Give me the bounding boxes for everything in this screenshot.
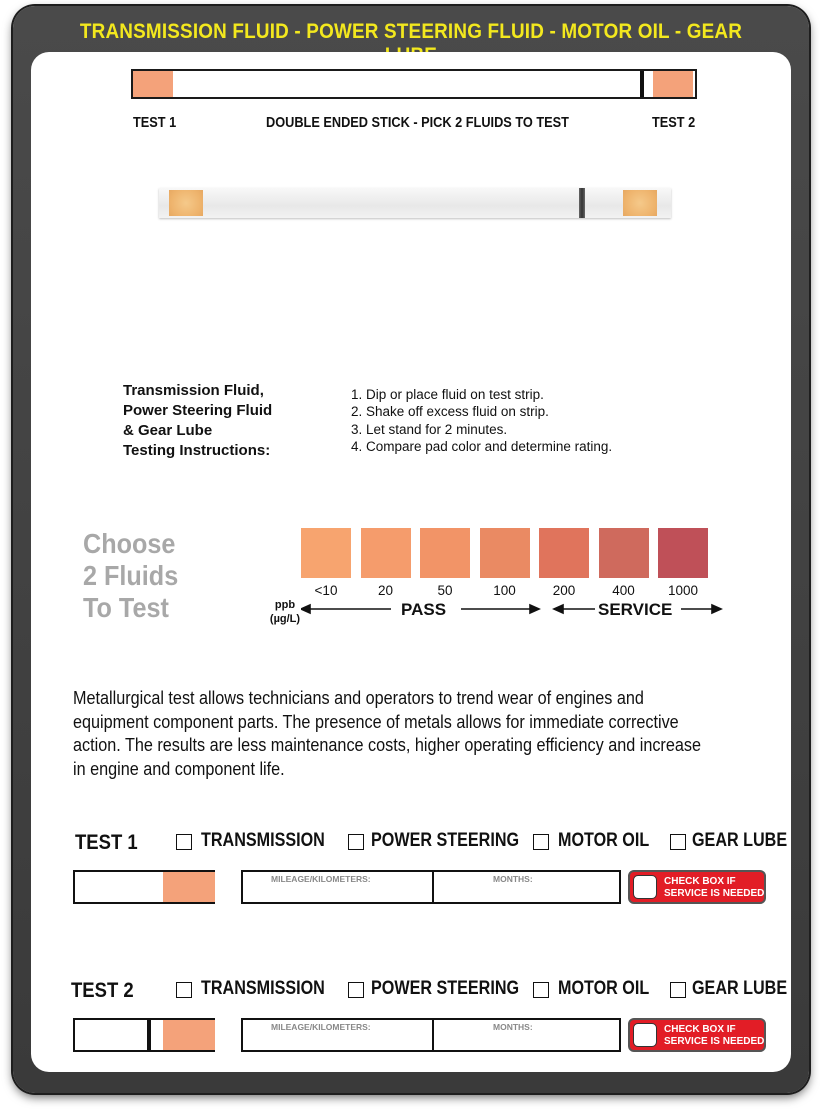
description-text: Metallurgical test allows technicians and operators to trend wear of engines and equipment component parts. The presence of metals allows for immediate corrective action. The results are less maintenance costs, higher operating efficiency and increase in engine and component life.: [73, 688, 701, 779]
diagram-caption: DOUBLE ENDED STICK - PICK 2 FLUIDS TO TEST: [266, 114, 569, 131]
test2-result-strip: [73, 1018, 215, 1052]
diagram-test1-label: TEST 1: [133, 114, 177, 131]
field-divider: [432, 1020, 434, 1050]
test1-transmission-label: TRANSMISSION: [201, 830, 325, 851]
color-swatch: [599, 528, 649, 578]
test2-result-bar: [147, 1020, 151, 1050]
scale-arrows: [301, 600, 741, 620]
test2-service-text: [664, 1024, 764, 1047]
swatch-value: 1000: [667, 583, 699, 598]
test2-transmission-label: TRANSMISSION: [201, 978, 325, 999]
color-swatch: [361, 528, 411, 578]
test2-motor-oil-label: MOTOR OIL: [558, 978, 650, 999]
instructions-title: [123, 381, 323, 461]
photo-pad-left: [169, 190, 203, 216]
instructions-title-line: Power Steering Fluid: [123, 402, 273, 419]
instructions-steps: [351, 386, 612, 455]
test1-pad: [133, 71, 173, 97]
choose-line: Choose: [83, 528, 176, 559]
test1-result-strip: [73, 870, 215, 904]
test1-power-steering-checkbox[interactable]: [348, 834, 364, 850]
choose-line: To Test: [83, 592, 169, 623]
pass-label: PASS: [401, 600, 447, 619]
test1-gear-lube-label: GEAR LUBE: [692, 830, 788, 851]
service-line: CHECK BOX IF: [664, 876, 736, 887]
instruction-step: 4. Compare pad color and determine rating.: [351, 438, 613, 454]
stick-photo: [159, 188, 671, 218]
color-swatch: [480, 528, 530, 578]
diagram-test2-label: TEST 2: [652, 114, 696, 131]
service-line: CHECK BOX IF: [664, 1024, 736, 1035]
swatch-value: 100: [493, 583, 516, 598]
photo-pad-right: [623, 190, 657, 216]
swatch-value: 400: [612, 583, 635, 598]
color-swatch: [420, 528, 470, 578]
swatch-value: 50: [437, 583, 453, 598]
unit-line: ppb: [274, 599, 296, 611]
test2-service-box: [628, 1018, 766, 1052]
color-swatch: [658, 528, 708, 578]
test2-transmission-checkbox[interactable]: [176, 982, 192, 998]
service-line: SERVICE IS NEEDED: [664, 1035, 765, 1047]
color-swatch: [539, 528, 589, 578]
test1-service-checkbox[interactable]: [633, 875, 657, 899]
test1-title: TEST 1: [75, 831, 138, 854]
swatch-value: 20: [377, 583, 394, 598]
test1-months-label: MONTHS:: [493, 874, 533, 884]
photo-separator: [579, 188, 585, 218]
test1-mileage-label: MILEAGE/KILOMETERS:: [271, 874, 371, 884]
test2-power-steering-label: POWER STEERING: [371, 978, 520, 999]
choose-line: 2 Fluids: [83, 560, 179, 591]
test1-motor-oil-checkbox[interactable]: [533, 834, 549, 850]
test2-pad: [653, 71, 693, 97]
test1-power-steering-label: POWER STEERING: [371, 830, 520, 851]
test-card: [13, 6, 809, 1093]
test2-record-fields: [241, 1018, 621, 1052]
unit-line: (µg/L): [269, 613, 301, 625]
test2-power-steering-checkbox[interactable]: [348, 982, 364, 998]
test2-result-pad: [163, 1020, 215, 1050]
content-panel: [31, 52, 791, 1072]
test1-service-box: [628, 870, 766, 904]
instruction-step: 2. Shake off excess fluid on strip.: [351, 404, 549, 420]
test2-motor-oil-checkbox[interactable]: [533, 982, 549, 998]
instruction-step: 3. Let stand for 2 minutes.: [351, 421, 508, 437]
stick-diagram: [131, 69, 697, 99]
choose-fluids-text: [83, 528, 245, 624]
test1-result-pad: [163, 872, 215, 902]
test2-title: TEST 2: [71, 979, 134, 1002]
instructions-title-line: & Gear Lube: [123, 422, 213, 439]
test1-record-fields: [241, 870, 621, 904]
swatch-value: 200: [552, 583, 576, 598]
swatch-value: <10: [314, 583, 338, 598]
test1-service-text: [664, 876, 764, 899]
test2-months-label: MONTHS:: [493, 1022, 533, 1032]
test2-gear-lube-label: GEAR LUBE: [692, 978, 788, 999]
separator-bar: [640, 71, 644, 97]
instruction-step: 1. Dip or place fluid on test strip.: [351, 387, 544, 402]
test2-service-checkbox[interactable]: [633, 1023, 657, 1047]
service-label: SERVICE: [598, 600, 673, 619]
test1-gear-lube-checkbox[interactable]: [670, 834, 686, 850]
header-title: TRANSMISSION FLUID - POWER STEERING FLUID - MOTOR OIL - GEAR: [79, 20, 743, 43]
color-swatch: [301, 528, 351, 578]
test2-mileage-label: MILEAGE/KILOMETERS:: [271, 1022, 371, 1032]
test2-gear-lube-checkbox[interactable]: [670, 982, 686, 998]
service-line: SERVICE IS NEEDED: [664, 887, 765, 899]
test1-motor-oil-label: MOTOR OIL: [558, 830, 650, 851]
instructions-title-line: Transmission Fluid,: [123, 382, 264, 399]
field-divider: [432, 872, 434, 902]
test1-transmission-checkbox[interactable]: [176, 834, 192, 850]
instructions-title-line: Testing Instructions:: [123, 442, 271, 459]
